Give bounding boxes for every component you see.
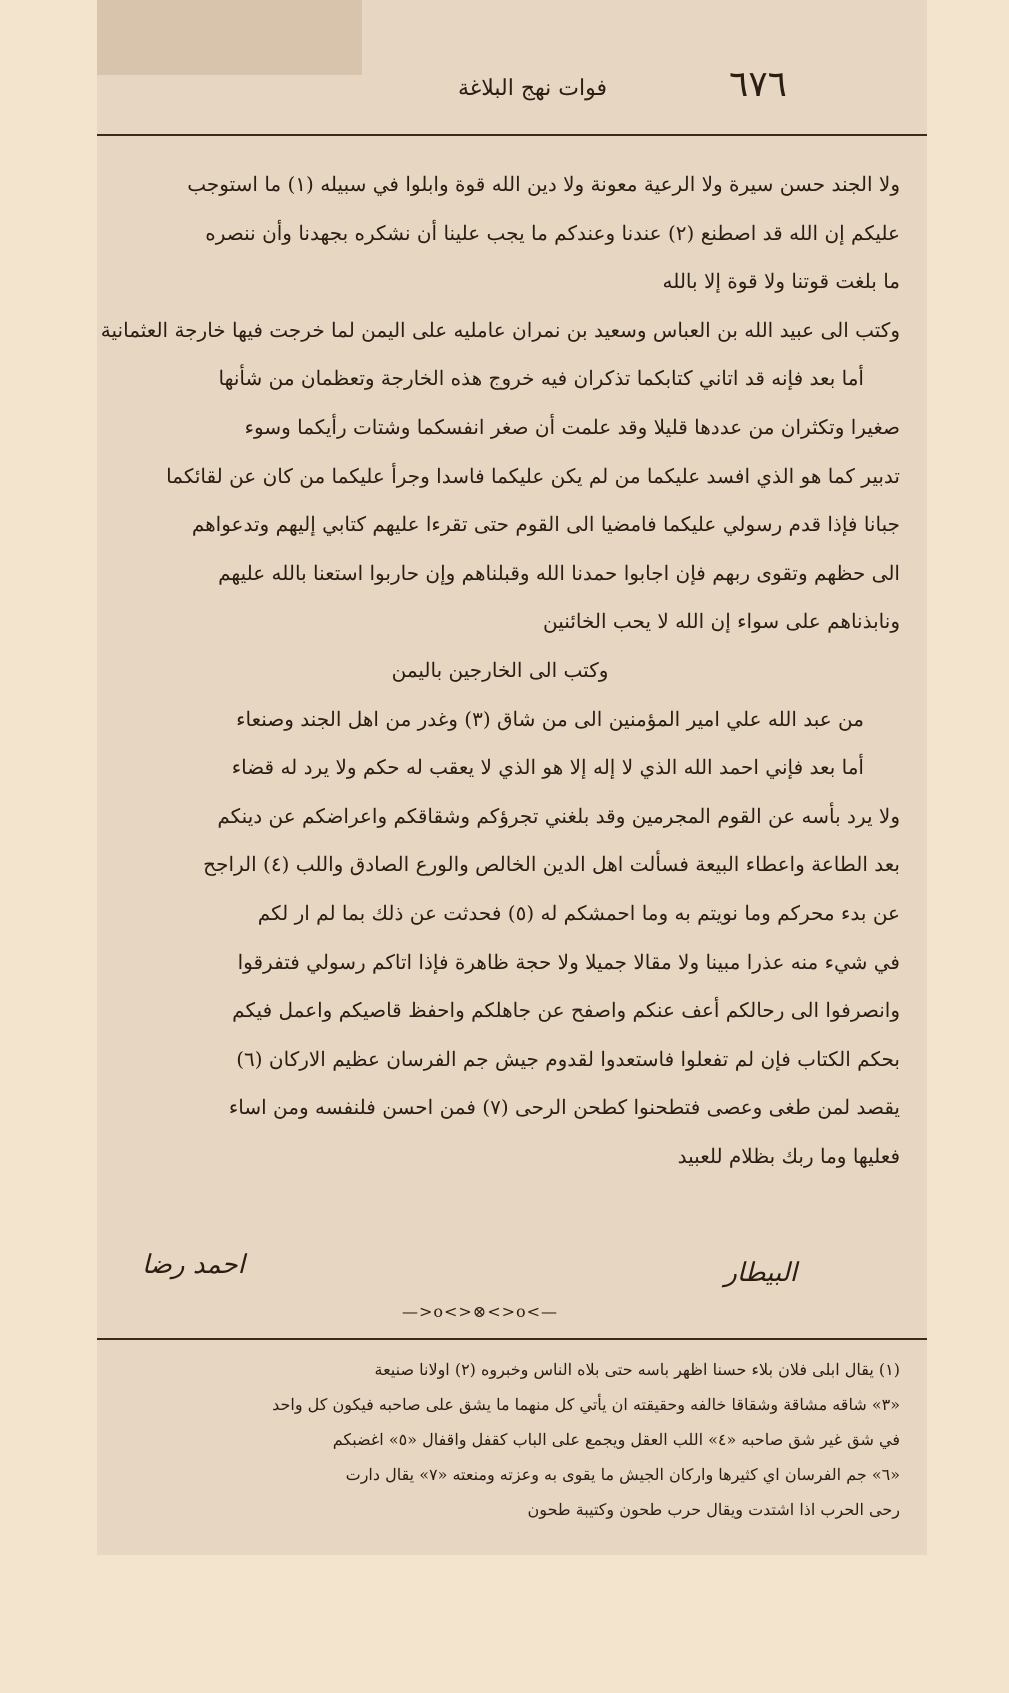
text-line: عن بدء محركم وما نويتم به وما احمشكم له (٥) فحدثت عن ذلك بما لم ار لكم: [257, 900, 900, 925]
text-line: جبانا فإذا قدم رسولي عليكما فامضيا الى القوم حتى تقرءا عليهم كتابي إليهم وتدعواهم: [191, 512, 900, 537]
main-text: [100, 160, 900, 1180]
footnote-line: «٦» جم الفرسان اي كثيرها واركان الجيش ما يقوى به وعزته ومنعته «٧» يقال دارت: [345, 1465, 900, 1484]
signature-left: احمد رضا: [142, 1250, 245, 1280]
footnote-line: في شق غير شق صاحبه «٤» اللب العقل ويجمع على الباب كقفل واقفال «٥» اغضبكم: [332, 1430, 900, 1449]
text-line: بحكم الكتاب فإن لم تفعلوا فاستعدوا لقدوم جيش جم الفرسان عظيم الاركان (٦): [236, 1046, 900, 1071]
text-line: ونابذناهم على سواء إن الله لا يحب الخائنين: [543, 609, 900, 634]
text-line: فعليها وما ربك بظلام للعبيد: [677, 1143, 900, 1168]
text-line: الى حظهم وتقوى ربهم فإن اجابوا حمدنا الله وقبلناهم وإن حاربوا استعنا بالله عليهم: [218, 560, 900, 585]
page-header: [97, 62, 927, 122]
text-line: ما بلغت قوتنا ولا قوة إلا بالله: [662, 269, 900, 294]
text-line: ولا الجند حسن سيرة ولا الرعية معونة ولا دين الله قوة وابلوا في سبيله (١) ما استوجب: [187, 172, 900, 196]
text-line: ولا يرد بأسه عن القوم المجرمين وقد بلغني تجرؤكم وشقاقكم واعراضكم عن دينكم: [217, 803, 900, 828]
ornament-divider: —>o<>⊗<>o<—: [401, 1302, 559, 1321]
text-line: في شيء منه عذرا مبينا ولا مقالا جميلا ولا حجة ظاهرة فإذا اتاكم رسولي فتفرقوا: [237, 949, 900, 974]
footnote-rule: [97, 1338, 927, 1340]
signature-right: البيطار: [724, 1258, 797, 1288]
text-line: أما بعد فإنه قد اتاني كتابكما تذكران فيه خروج هذه الخارجة وتعظمان من شأنها: [218, 366, 864, 391]
text-line: صغيرا وتكثران من عددها قليلا وقد علمت أن صغر انفسكما وشتات رأيكما وسوء: [244, 414, 900, 439]
text-line: وكتب الى عبيد الله بن العباس وسعيد بن نمران عامليه على اليمن لما خرجت فيها خارجة العثمانية: [100, 317, 900, 342]
text-line: تدبير كما هو الذي افسد عليكما من لم يكن عليكما فاسدا وجرأ عليكما من كان عن لقائكما: [166, 463, 900, 488]
page-number: ٦٧٦: [728, 64, 787, 105]
footnote-line: (١) يقال ابلى فلان بلاء حسنا اظهر باسه حتى بلاه الناس وخبروه (٢) اولانا صنيعة: [374, 1360, 900, 1379]
footnote-line: «٣» شاقه مشاقة وشقاقا خالفه وحقيقته ان يأتي كل منهما ما يشق على صاحبه فيكون كل واحد: [272, 1395, 900, 1414]
footnote-line: رحى الحرب اذا اشتدت ويقال حرب طحون وكتيبة طحون: [527, 1500, 900, 1519]
signatures: [97, 1250, 927, 1300]
footnotes: [100, 1352, 900, 1527]
running-title: فوات نهج البلاغة: [457, 76, 607, 101]
header-rule: [97, 134, 927, 136]
text-line: من عبد الله علي امير المؤمنين الى من شاق (٣) وغدر من اهل الجند وصنعاء: [236, 706, 864, 731]
section-heading: وكتب الى الخارجين باليمن: [391, 657, 609, 682]
text-line: يقصد لمن طغى وعصى فتطحنوا كطحن الرحى (٧) فمن احسن فلنفسه ومن اساء: [228, 1095, 900, 1120]
text-line: وانصرفوا الى رحالكم أعف عنكم واصفح عن جاهلكم واحفظ قاصيكم واعمل فيكم: [232, 998, 900, 1023]
text-line: أما بعد فإني احمد الله الذي لا إله إلا هو الذي لا يعقب له حكم ولا يرد له قضاء: [231, 755, 864, 780]
text-line: عليكم إن الله قد اصطنع (٢) عندنا وعندكم ما يجب علينا أن نشكره بجهدنا وأن ننصره: [205, 220, 900, 245]
text-line: بعد الطاعة واعطاء البيعة فسألت اهل الدين الخالص والورع الصادق واللب (٤) الراجح: [203, 852, 900, 877]
